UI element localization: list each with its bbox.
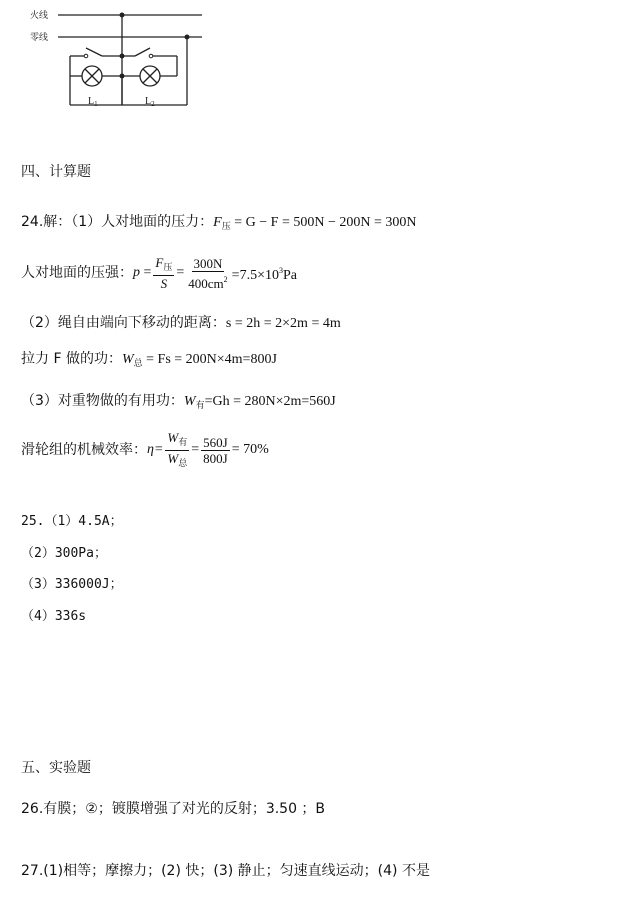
q27-answer: 27.(1)相等；摩擦力；(2) 快；(3) 静止；匀速直线运动；(4) 不是 [21,863,430,879]
junction-dot [185,35,190,40]
fraction-560j-over-800j: $\frac{560J}{800J}$ [203,434,228,466]
q24-line-5-text: （3）对重物做的有用功： [21,393,184,409]
q24-line-5-formula: =Gh = 280N×2m=560J [204,394,336,409]
total-work-subscript: 总 [133,358,143,368]
useful-work-symbol: W [183,394,196,409]
q24-line-6-text: 滑轮组的机械效率： [21,442,147,458]
q24-line-3-text: （2）绳自由端向下移动的距离： [21,315,226,331]
q24-line-2-result: $=7.5\times 10^3Pa$ [231,265,297,283]
junction-dot [120,74,125,79]
neutral-wire-label: 零线 [30,33,49,43]
q24-line-3-formula: s = 2h = 2×2m = 4m [225,316,341,331]
section-4-heading: 四、计算题 [21,164,91,180]
q24-line-1 [21,213,416,235]
circuit-diagram [30,4,210,110]
q25-line-2: （2）300Pa； [21,546,107,561]
lamp-2 [140,66,160,86]
q24-line-4-formula: = Fs = 200N×4m=800J [142,352,277,367]
q24-line-4 [21,350,277,372]
section-5-heading: 五、实验题 [21,760,91,776]
q24-line-4-text: 拉力 F 做的功： [21,351,122,367]
junction-dot [120,54,125,59]
pressure-force-symbol: F [213,215,222,230]
efficiency-result: = 70% [231,442,269,457]
pressure-symbol: p [133,265,140,280]
lamp-1 [82,66,102,86]
q24-line-1-text: 24.解：（1）人对地面的压力： [21,214,214,230]
switch-1 [86,48,102,56]
q25-line-4: （4）336s [21,609,87,624]
q24-line-2: 人对地面的压强： p = $\frac{F_压}{S}$ = $\frac{300N}{400cm^2}$ $=7.5\times 10^3Pa$ [21,255,297,291]
q26-answer: 26.有膜；②；镀膜增强了对光的反射；3.50 ；B [21,801,326,817]
lamp-2-label: $L_2$ [145,96,155,108]
switch-2 [135,48,150,56]
pressure-force-subscript: 压 [221,221,231,231]
q24-line-6: 滑轮组的机械效率： η= $\frac{W_有}{W_总}$ = $\frac{560J}{800J}$ = 70% [21,432,269,468]
q24-line-3 [21,314,341,333]
fraction-wuseful-over-wtotal: $\frac{W_有}{W_总}$ [167,429,188,468]
live-wire-label: 火线 [30,11,49,21]
useful-work-subscript: 有 [195,400,205,410]
fraction-300n-over-400cm2: $\frac{300N}{400cm^2}$ [188,255,228,291]
efficiency-symbol: η= [147,442,164,457]
q24-line-5 [21,392,336,414]
q24-line-1-formula: = G − F = 500N − 200N = 300N [230,215,417,230]
lamp-1-label: $L_1$ [88,96,98,108]
q25-line-1: 25.（1）4.5A； [21,514,123,529]
fraction-f-over-s: $\frac{F_压}{S}$ [155,255,173,291]
q25-line-3: （3）336000J； [21,577,123,592]
junction-dot [120,13,125,18]
total-work-symbol: W [121,352,134,367]
q24-line-2-text: 人对地面的压强： [21,265,133,281]
